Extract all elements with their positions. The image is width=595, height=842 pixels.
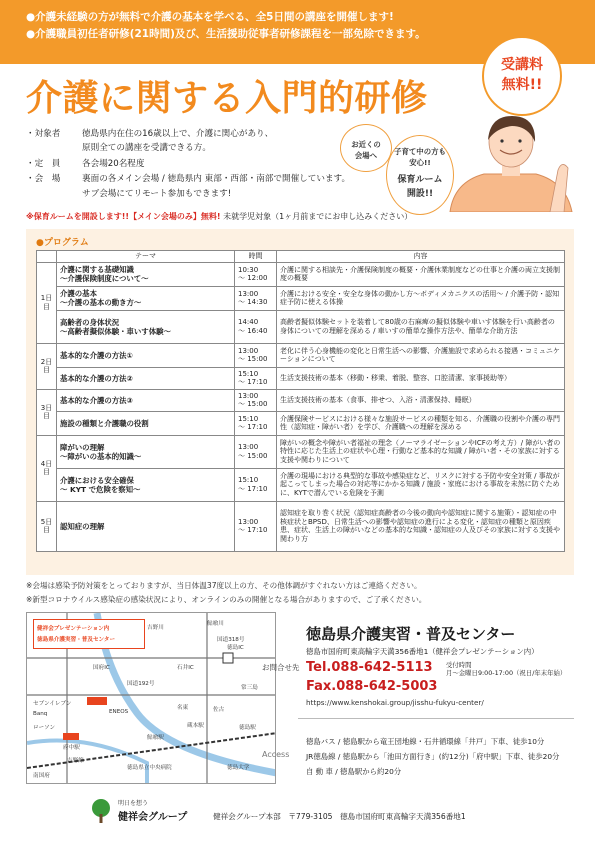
table-row: [37, 310, 565, 343]
theme-title: 基本的な介護の方法③: [60, 395, 133, 405]
time-start: 13:00: [238, 443, 259, 451]
time-start: 15:10: [238, 476, 259, 484]
header-theme: テーマ: [57, 251, 235, 263]
day-label: 5日目: [37, 501, 57, 551]
center-name: 徳島県介護実習・普及センター: [306, 625, 516, 643]
map-label: ENEOS: [109, 709, 129, 715]
map-label: 徳島大学: [227, 765, 250, 771]
website-link[interactable]: https://www.kenshokai.group/jisshu-fukyu-center/: [306, 698, 484, 707]
time-end: 〜 16:40: [238, 326, 268, 335]
access-label: Access: [262, 750, 290, 759]
content-cell: 障がいの概念や障がい者福祉の理念（ノーマライゼーションやICFの考え方）/ 障がい者の特性に応じた生活上の症状や心理・行動など基本的な知識 / 障がい者・その家族に対する支援や関わりについて: [277, 435, 565, 468]
time-end: 〜 17:10: [238, 378, 268, 387]
table-row: [37, 343, 565, 367]
footer-address: 健祥会グループ本部 〒779-3105 徳島市国府町東高輪字天満356番地1: [213, 812, 466, 821]
content-cell: 介護における安全・安全な身体の動かし方〜ボディメカニクスの活用〜 / 介護予防・認知症予防に使える体操: [277, 286, 565, 310]
map-label: 常三島: [241, 685, 258, 691]
nursery-line-2: 開設!!: [406, 189, 434, 199]
content-cell: 介護保険サービスにおける様々な施設サービスの種類を知る、介護職の役割や介護の専門性（認知症・障がい者）を学び、介護職への理解を深める: [277, 411, 565, 435]
content-cell: 老化に伴う心身機能の変化と日常生活への影響、介護施設で求められる接遇・コミュニケーションについて: [277, 343, 565, 367]
map-label: 吉野川: [147, 625, 164, 631]
theme-title: 認知症の理解: [60, 521, 105, 531]
time-start: 15:10: [238, 414, 259, 423]
day-label: 3日目: [37, 389, 57, 435]
access-train: JR徳島線 / 徳島駅から「池田方面行き」(約12分)「府中駅」下車、徒歩20分: [306, 752, 560, 761]
venue-text-1: 裏面の各メイン会場 / 徳島県内 東部・西部・南部で開催しています。: [82, 174, 351, 184]
time-start: 10:30: [238, 265, 259, 274]
contact-divider: [298, 718, 574, 719]
venue-label: ・会 場: [26, 174, 61, 184]
note-1: ※会場は感染予防対策をとっておりますが、当日体温37度以上の方、その他体調がすぐれない方はご連絡ください。: [26, 581, 422, 590]
group-logo: [88, 796, 192, 826]
theme-title: 基本的な介護の方法②: [60, 373, 133, 383]
time-start: 13:00: [238, 517, 259, 526]
free-badge: [482, 36, 562, 116]
target-row: [26, 127, 274, 139]
content-cell: 生活支援技術の基本（移動・移乗、着脱、整容、口腔清潔、家事援助等）: [277, 367, 565, 389]
map-label: 石井IC: [177, 665, 194, 671]
theme-subtitle: 〜 KYT で危険を察知〜: [60, 484, 141, 494]
map-label: 鮎喰川: [207, 621, 224, 627]
time-end: 〜 15:00: [238, 400, 268, 409]
table-row: [37, 389, 565, 411]
nearby-line-1: お近くの: [351, 140, 381, 149]
day-label: 2日目: [37, 343, 57, 389]
time-end: 〜 12:00: [238, 274, 268, 283]
map-label: 徳島県立中央病院: [127, 765, 172, 771]
time-start: 13:00: [238, 391, 259, 400]
logo-tagline: 明日を想う: [118, 800, 149, 807]
nursery-line-1: 保育ルーム: [397, 175, 443, 185]
map-label: 蔵本駅: [187, 723, 204, 729]
day-label: 1日目: [37, 262, 57, 343]
map-callout: [33, 619, 145, 649]
time-end: 〜 14:30: [238, 298, 268, 307]
map-label: 吉野線: [67, 758, 84, 764]
capacity-text: 各会場20名程度: [82, 159, 145, 169]
time-end: 〜 17:10: [238, 484, 268, 493]
hours-text: 月〜金曜日9:00-17:00（祝日/年末年始）: [446, 669, 567, 677]
nearby-bubble: [340, 124, 392, 172]
capacity-row: [26, 157, 145, 169]
content-cell: 認知症を取り巻く状況（認知症高齢者の今後の動向や認知症に関する施策）・認知症の中核症状とBPSD、日常生活への影響や認知症の進行による変化・認知症の種類と原因疾患、症状、生活上の障がいなどの基本的な知識・認知症の人及びその家族に対する支援や関わり方: [277, 501, 565, 551]
page-title: 介護に関する入門的研修: [26, 78, 428, 119]
venue-text-2: サブ会場にてリモート参加もできます!: [82, 189, 232, 199]
access-map: [26, 612, 276, 784]
theme-title: 介護に関する基礎知識: [60, 265, 134, 274]
header-time: 時間: [235, 251, 277, 263]
theme-subtitle: 〜介護の基本の動き方〜: [60, 298, 142, 308]
table-row: [37, 501, 565, 551]
map-label: 鮎喰駅: [147, 735, 164, 741]
note-2: ※新型コロナウイルス感染症の感染状況により、オンラインのみの開催となる場合がありますので、ご了承ください。: [26, 595, 427, 604]
table-row: [37, 411, 565, 435]
program-header-row: [37, 251, 565, 263]
map-label: セブンイレブン: [33, 701, 72, 707]
map-label: ローソン: [33, 725, 56, 731]
program-heading: ●プログラム: [36, 238, 89, 248]
theme-title: 介護における安全確保: [60, 475, 134, 485]
nearby-line-2: 会場へ: [354, 151, 378, 160]
badge-line-2: 無料!!: [501, 77, 543, 93]
content-cell: 生活支援技術の基本（食事、排せつ、入浴・清潔保持、睡眠）: [277, 389, 565, 411]
map-label: 徳島駅: [239, 725, 256, 731]
time-end: 〜 15:00: [238, 451, 268, 460]
content-cell: 介護に関する相談先・介護保険制度の概要・介護休業制度などの仕事と介護の両立支援制度の概要: [277, 262, 565, 286]
day-label: 4日目: [37, 435, 57, 501]
access-bus: 徳島バス / 徳島駅から竜王団地線・石井循環線「井戸」下車、徒歩10分: [306, 737, 545, 746]
time-end: 〜 15:00: [238, 355, 268, 364]
banner-line-2: ●介護職員初任者研修(21時間)及び、生活援助従事者研修課程を一部免除できます。: [26, 28, 426, 40]
table-row: [37, 286, 565, 310]
theme-title: 介護の基本: [60, 289, 97, 298]
fax-number: Fax.088-642-5003: [306, 679, 438, 694]
map-label: 国道192号: [127, 681, 155, 687]
map-label: 南国府: [33, 773, 50, 779]
table-row: [37, 435, 565, 468]
map-label: 府中駅: [63, 745, 80, 751]
logo-name: 健祥会グループ: [118, 812, 188, 823]
target-text-1: 徳島県内在住の16歳以上で、介護に関心があり、: [82, 129, 274, 139]
target-text-2: 原則全ての講座を受講できる方。: [82, 143, 211, 153]
theme-title: 施設の種類と介護職の役割: [60, 418, 149, 428]
time-start: 15:10: [238, 369, 259, 378]
map-label: 名東: [177, 705, 189, 711]
theme-title: 高齢者の身体状況: [60, 317, 120, 327]
theme-title: 障がいの理解: [60, 442, 105, 452]
time-end: 〜 17:10: [238, 423, 268, 432]
program-table: [36, 250, 565, 552]
table-row: [37, 367, 565, 389]
access-car: 自 動 車 / 徳島駅から約20分: [306, 767, 402, 776]
contact-label: お問合せ先: [262, 663, 300, 672]
time-start: 13:00: [238, 346, 259, 355]
time-end: 〜 17:10: [238, 526, 268, 535]
table-row: [37, 468, 565, 501]
time-start: 13:00: [238, 289, 259, 298]
center-address: 徳島市国府町東高輪字天満356番地1（健祥会プレゼンテーション内）: [306, 647, 539, 656]
nursery-notice-red: ※保育ルームを開設します!!【メイン会場のみ】無料!: [26, 212, 221, 221]
nursery-notice: [26, 211, 412, 222]
map-label: 国道318号: [217, 637, 245, 643]
header-content: 内容: [277, 251, 565, 263]
kids-line-1: 子育て中の方も: [394, 147, 446, 156]
content-cell: 高齢者擬似体験セットを装着して80歳の右麻痺の擬似体験や車いす体験を行い高齢者の身体についての理解を深める / 車いすの簡単な操作方法や、簡単な介助方法: [277, 310, 565, 343]
map-label: 国府IC: [93, 665, 110, 671]
banner-line-1: ●介護未経験の方が無料で介護の基本を学べる、全5日間の講座を開催します!: [26, 11, 394, 23]
phone-number[interactable]: Tel.088-642-5113: [306, 660, 433, 675]
theme-subtitle: 〜高齢者擬似体験・車いす体験〜: [60, 326, 171, 336]
time-start: 14:40: [238, 318, 259, 326]
map-label: 徳島IC: [227, 645, 244, 651]
theme-title: 基本的な介護の方法①: [60, 350, 133, 360]
theme-subtitle: 〜障がいの基本的知識〜: [60, 451, 142, 461]
content-cell: 介護の現場における典型的な事故や感染症など、リスクに対する予防や安全対策 / 事故が起こってしまった場合の対応等にかかる知識 / 施設・家庭における事故を未然に防ぐために、KYTで潜んでいる危険を予測: [277, 468, 565, 501]
capacity-label: ・定 員: [26, 159, 61, 169]
table-row: [37, 262, 565, 286]
nursery-notice-detail: 未就学児対象（1ヶ月前までにお申し込みください）: [223, 212, 413, 221]
map-callout-line-2: 徳島県介護実習・普及センター: [37, 637, 116, 643]
kids-line-2: 安心!!: [409, 158, 431, 167]
map-callout-line-1: 健祥会プレゼンテーション内: [37, 626, 110, 632]
map-label: 佐古: [213, 707, 225, 713]
staff-illustration: [440, 112, 580, 212]
target-label: ・対象者: [26, 129, 61, 139]
hours-label: 受付時間: [446, 661, 472, 669]
theme-subtitle: 〜介護保険制度について〜: [60, 274, 149, 284]
venue-row: [26, 172, 351, 184]
badge-line-1: 受講料: [501, 57, 543, 73]
tree-icon: [88, 798, 114, 824]
map-label: Banq: [33, 711, 48, 717]
